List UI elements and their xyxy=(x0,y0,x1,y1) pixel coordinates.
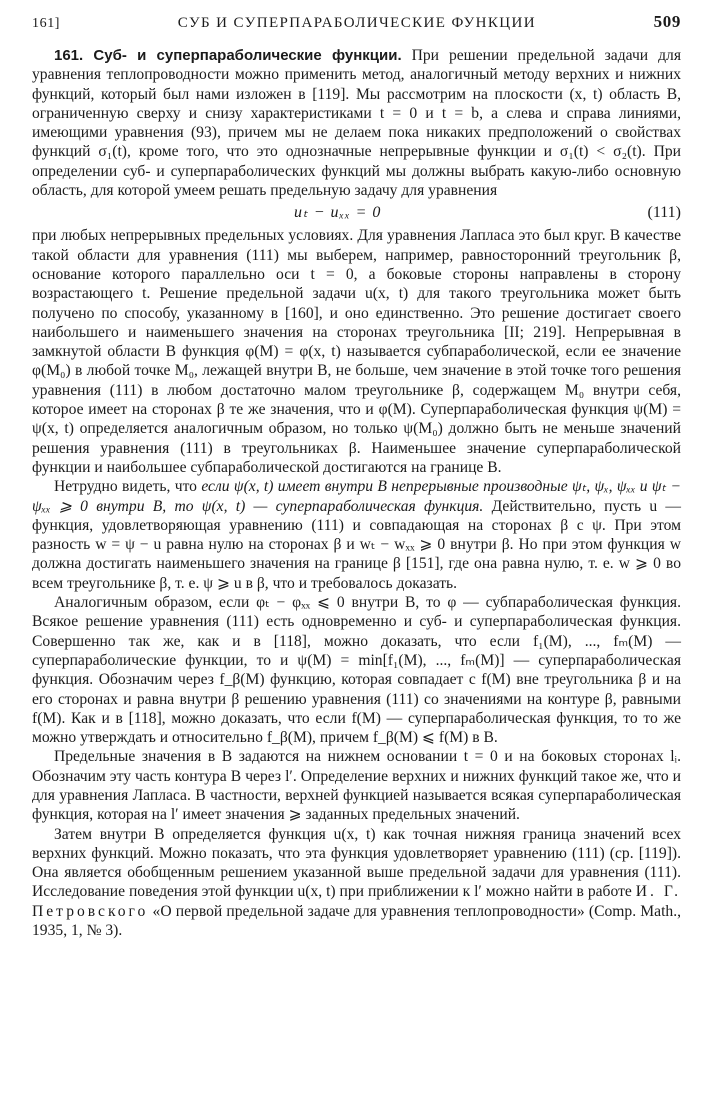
paragraph-3: Аналогичным образом, если φₜ − φₓₓ ⩽ 0 внутри B, то φ — субпараболическая функция. Всякое решение уравнения (111) есть одновременно и суб- и суперпараболическая функция. Совершенно так же, как и в [118], можно доказать, что если f₁(M), ..., fₘ(M) — суперпараболические функции, то и ψ(M) = min[f₁(M), ..., fₘ(M)] — суперпараболическая функция. Обозначим через f_β(M) функцию, которая совпадает с f(M) вне треугольника β и на его сторонах и равна внутри β решению уравнения (111) со значениями на контуре β, равными f(M). Как и в [118], можно доказать, что если f(M) — суперпараболическая функция, то то же можно утверждать и относительно f_β(M), причем f_β(M) ⩽ f(M) в B. xyxy=(32,594,681,747)
running-header xyxy=(32,12,681,38)
theorem-statement: если ψ(x, t) имеет внутри B непрерывные производные ψₜ, ψₓ, ψₓₓ и ψₜ − ψₓₓ ⩾ 0 внутри B, то ψ(x, t) — суперпараболическая функция. xyxy=(32,478,681,515)
paragraph-1 xyxy=(32,46,681,200)
chapter-title: СУБ И СУПЕРПАРАБОЛИЧЕСКИЕ ФУНКЦИИ xyxy=(177,15,536,31)
author-name: И. Г. Петровского xyxy=(32,883,682,920)
paragraph-1-text: При решении предельной задачи для уравнения теплопроводности можно применить метод, аналогичный методу верхних и нижних функций, который был нами изложен в [119]. Мы рассмотрим на плоскости (x, t) область B, ограниченную сверху и снизу характеристиками t = 0 и t = b, а слева и справа линиями, имеющими уравнения (93), причем мы не делаем пока никаких предположений о свойствах функций σ₁(t), кроме того, что это однозначные непрерывные функции и σ₁(t) < σ₂(t). При определении суб- и суперпараболических функций мы должны выбрать какую-либо основную область, для которой умеем решать предельную задачу для уравнения xyxy=(32,47,681,200)
section-number: 161] xyxy=(32,16,61,31)
section-heading: 161. Суб- и суперпараболические функции. xyxy=(54,47,402,64)
page-number: 509 xyxy=(653,12,681,31)
equation-111 xyxy=(32,200,681,226)
paragraph-5: Затем внутри B определяется функция u(x, t) как точная нижняя граница значений всех верхних функций. Можно показать, что эта функция удовлетворяет уравнению (111) (ср. [119]). Она является обобщенным решением указанной выше предельной задачи для уравнения (111). Исследование поведения этой функции u(x, t) при приближении к l′ можно найти в работе И. Г. Петровского «О первой предельной задаче для уравнения теплопроводности» (Comp. Math., 1935, 1, № 3). xyxy=(32,825,682,940)
paragraph-4: Предельные значения в B задаются на нижнем основании t = 0 и на боковых сторонах lᵢ. Обозначим эту часть контура B через l′. Определение верхних и нижних функций такое же, что и для уравнения Лапласа. В частности, верхней функцией называется всякая суперпараболическая функция, которая на l′ имеет значения ⩾ заданных предельных значений. xyxy=(32,748,681,824)
equation-formula: uₜ − uₓₓ = 0 xyxy=(294,204,382,222)
paragraph-1-continued: при любых непрерывных предельных условиях. Для уравнения Лапласа это был круг. В качестве такой области для уравнения (111) мы выберем, например, равносторонний треугольник β, основание которого параллельно оси t = 0, а боковые стороны направлены в сторону возрастающего t. Решение предельной задачи u(x, t) для такого треугольника может быть получено по способу, указанному в [160], и оно единственно. Это решение достигает своего наибольшего и наименьшего значения на сторонах треугольника [II; 219]. Непрерывная в замкнутой области B функция φ(M) = φ(x, t) называется субпараболической, если ее значение φ(M₀) в любой точке M₀, лежащей внутри B, не больше, чем значение в этой точке того решения уравнения (111) в любом достаточно малом треугольнике β, содержащем M₀ внутри себя, которое имеет на сторонах β те же значения, что и φ(M). Суперпараболическая функция ψ(M) = ψ(x, t) определяется аналогичным образом, но только ψ(M₀) должно быть не меньше значений решения уравнения (111) в треугольниках β. Наименьшее значение суперпараболической функции и наибольшее субпараболической достигаются на границе B. xyxy=(32,227,681,476)
equation-number: (111) xyxy=(647,204,681,222)
body-text xyxy=(32,46,681,940)
paragraph-2: Нетрудно видеть, что если ψ(x, t) имеет внутри B непрерывные производные ψₜ, ψₓ, ψₓₓ и ψₜ − ψₓₓ ⩾ 0 внутри B, то ψ(x, t) — суперпараболическая функция. Действительно, пусть u — функция, удовлетворяющая уравнению (111) и совпадающая на сторонах β с ψ. При этом разность w = ψ − u равна нулю на сторонах β и wₜ − wₓₓ ⩾ 0 внутри β. Но при этом функция w должна достигать наименьшего значения на границе β [151], где она равна нулю, т. е. w ⩾ 0 во всем треугольнике β, т. е. ψ ⩾ u в β, что и требовалось доказать. xyxy=(32,478,681,592)
